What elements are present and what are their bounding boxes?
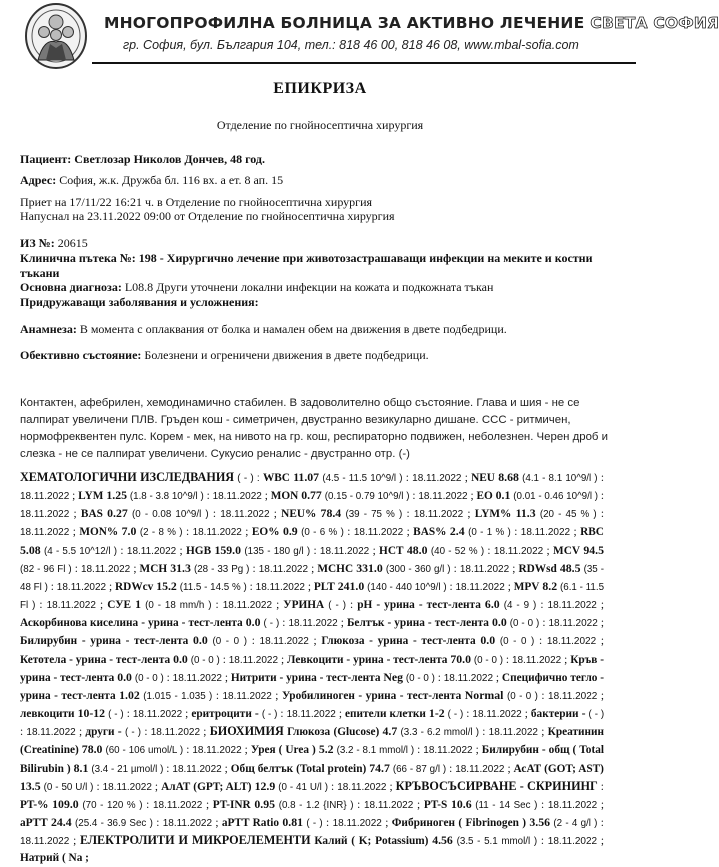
lab-item-date: 18.11.2022 [353, 527, 404, 539]
hospital-name [104, 14, 719, 32]
lab-item-name: Аскорбинова киселина - урина - тест-лента [20, 617, 243, 630]
lab-item-range: ( - ) [261, 709, 278, 721]
lab-item-value: 1.25 [106, 488, 127, 503]
lab-item-range: (20 - 45 % ) [539, 509, 597, 521]
lab-item-range: (4 - 5.5 10^12/l ) [44, 545, 118, 557]
lab-item-name: NEU% [281, 508, 317, 521]
anamnesis-value: В момента с оплаквания от болка и намален обем на движения в двете подбедрици. [79, 322, 507, 336]
lab-heading: ХЕМАТОЛОГИЧНИ ИЗСЛЕДВАНИЯ [20, 470, 235, 484]
lab-item-name: EO [476, 490, 493, 503]
diagnosis-label: Основна диагноза: [20, 280, 122, 294]
lab-item-name: левкоцити [20, 708, 75, 721]
lab-item-date: 18.11.2022 [20, 491, 70, 503]
lab-item-name: MON [270, 490, 299, 503]
lab-item-value: 0.0 [173, 651, 188, 666]
lab-item-range: (3.2 - 8.1 mmol/l ) [336, 745, 415, 757]
lab-item-date: 18.11.2022 [258, 563, 309, 575]
document-title: ЕПИКРИЗА [273, 80, 367, 97]
patient-label: Пациент: [20, 152, 72, 166]
comorbidities-label: Придружаващи заболявания и усложнения: [20, 295, 259, 309]
lab-item-range: (3.3 - 6.2 mmol/l ) [400, 727, 480, 739]
header-divider [92, 62, 636, 64]
admitted-line: Приет на 17/11/22 16:21 ч. в Отделение по гнойносептична хирургия [20, 195, 373, 209]
lab-item-range: (0 - 0 ) [509, 618, 540, 630]
lab-item-date: 18.11.2022 [455, 581, 505, 593]
lab-item-name: Калий ( K; Potassium) [314, 835, 429, 848]
lab-item-date: 18.11.2022 [332, 817, 382, 829]
lab-item-date: 18.11.2022 [547, 836, 598, 848]
hospital-name-outline: СВЕТА СОФИЯ [590, 14, 719, 32]
lab-item-value: 13.5 [20, 778, 41, 793]
lab-item-name: HCT [379, 544, 404, 557]
lab-item-value: 0.77 [301, 488, 322, 503]
lab-item-range: (2 - 4 g/l ) [553, 817, 598, 829]
lab-item-range: (0 - 0 ) [506, 690, 538, 702]
address-value: София, ж.к. Дружба бл. 116 вх. а ет. 8 ап. 15 [59, 173, 284, 187]
lab-item-name: NEU [471, 472, 495, 484]
lab-item-name: RBC [580, 526, 604, 539]
lab-item-date: 18.11.2022 [20, 509, 70, 521]
diagnosis-value: L08.8 Други уточнени локални инфекции на кожата и подкожната тъкан [124, 280, 494, 294]
lab-item-name: pH - урина - тест-лента [357, 599, 481, 612]
lab-item-date: 18.11.2022 [222, 690, 272, 702]
lab-item-range: ( - ) [263, 618, 280, 630]
lab-item-range: ( - ) [588, 709, 605, 721]
lab-item-date: 18.11.2022 [546, 636, 597, 648]
lab-item-value: Normal [464, 687, 504, 702]
lab-item-value: 8.68 [498, 470, 519, 484]
lab-item-value: - [581, 706, 586, 721]
lab-item-range: (6.1 - 11.5 Fl ) [20, 581, 605, 612]
lab-item-name: СУЕ [107, 599, 132, 612]
lab-item-range: ( - ) [328, 600, 346, 612]
lab-item-value: 0.0 [245, 615, 261, 630]
history-value: 20615 [57, 236, 88, 250]
lab-item-value: 0.0 [480, 633, 496, 648]
lab-item-name: EO% [251, 526, 280, 539]
lab-item-range: (300 - 360 g/l ) [385, 563, 451, 575]
lab-item-range: (4.5 - 11.5 10^9/l ) [322, 473, 403, 484]
lab-item-name: епители клетки [345, 708, 426, 721]
lab-item-value: 0.0 [491, 615, 507, 630]
address-label: Адрес: [20, 173, 57, 187]
lab-section-heading: БИОХИМИЯ [209, 724, 284, 739]
lab-item-value: 4.7 [382, 724, 398, 739]
lab-item-date: 18.11.2022 [337, 781, 387, 793]
lab-item-date: 18.11.2022 [212, 491, 262, 503]
hospital-address: гр. София, бул. България 104, тел.: 818 46 00, 818 46 08, www.mbal-sofia.com [123, 38, 579, 52]
hospital-name-main: МНОГОПРОФИЛНА БОЛНИЦА ЗА АКТИВНО ЛЕЧЕНИЕ [104, 14, 585, 32]
lab-item-name: Креатинин (Creatinine) [20, 726, 605, 757]
lab-item-name: MCH [139, 562, 168, 575]
lab-item-range: (0 - 0 ) [134, 672, 164, 684]
lab-item-date: 18.11.2022 [172, 763, 222, 775]
lab-item-range: (0 - 0 ) [212, 636, 247, 648]
lab-item-value: 5.2 [318, 742, 334, 757]
lab-item-value: 0.81 [282, 814, 304, 829]
lab-item-date: 18.11.2022 [26, 727, 76, 739]
lab-item-date: 18.11.2022 [162, 817, 213, 829]
lab-item-value: 15.2 [156, 578, 177, 593]
lab-item-date: 18.11.2022 [472, 709, 522, 721]
lab-item-name: Белтък - урина - тест-лента [346, 617, 489, 630]
lab-item-date: 18.11.2022 [511, 654, 562, 666]
lab-item-value: 7.0 [121, 524, 137, 539]
lab-item-value: 74.7 [369, 760, 390, 775]
lab-item-value: 331.0 [356, 560, 383, 575]
lab-item-range: (0 - 41 U/l ) [278, 781, 329, 793]
lab-item-value: 48.5 [559, 560, 581, 575]
lab-item-range: (39 - 75 % ) [345, 509, 403, 521]
lab-item-name: PLT [313, 580, 335, 593]
lab-item-range: (3.5 - 5.1 mmol/l ) [456, 836, 538, 848]
lab-item-value: 70.0 [450, 651, 472, 666]
lab-item-range: (60 - 106 umol/L ) [105, 745, 184, 757]
lab-item-range: (140 - 440 10^9/l ) [367, 581, 447, 593]
lab-item-name: Общ белтък (Total protein) [230, 762, 367, 775]
lab-item-name: LYM% [474, 508, 512, 521]
lab-item-range: (25.4 - 36.9 Sec ) [75, 817, 153, 829]
lab-item-value: 8.2 [542, 578, 558, 593]
lab-item-range: (0.01 - 0.46 10^9/l ) [513, 491, 599, 503]
lab-item-date: 18.11.2022 [548, 618, 598, 630]
lab-item-value: 0.27 [107, 506, 128, 521]
lab-item-value: 2.4 [449, 524, 465, 539]
lab-item-name: BAS [80, 508, 103, 521]
lab-item-range: (2 - 8 % ) [139, 527, 183, 539]
history-label: ИЗ №: [20, 236, 55, 250]
lab-item-value: 78.4 [320, 506, 342, 521]
lab-item-date: 18.11.2022 [459, 563, 510, 575]
lab-item-name: Фибриноген ( Fibrinogen ) [391, 816, 527, 829]
discharged-line: Напуснал на 23.11.2022 09:00 от Отделение по гнойносептична хирургия [20, 209, 395, 223]
lab-item-value: 31.3 [170, 560, 191, 575]
lab-item-date: 18.11.2022 [222, 600, 273, 612]
lab-item-value: 11.3 [515, 506, 536, 521]
lab-item-date: 18.11.2022 [172, 672, 222, 684]
lab-item-name: WBC [262, 472, 290, 484]
lab-item-date: 18.11.2022 [363, 799, 414, 811]
pathway-line-2: тъкани [20, 266, 60, 280]
lab-item-range: (1.015 - 1.035 ) [143, 690, 213, 702]
lab-heading-suffix: ( - ) : [234, 473, 260, 484]
lab-item-name: Урея ( Urea ) [250, 744, 316, 757]
pathway-line [20, 251, 593, 266]
lab-item-range: ( - ) [124, 727, 142, 739]
lab-item-value: 10.6 [450, 796, 472, 811]
lab-item-date: 18.11.2022 [152, 799, 203, 811]
lab-item-value: 11.07 [293, 470, 320, 484]
lab-item-name: Натрий ( Na ; [20, 852, 89, 865]
lab-item-name: Уробилиноген - урина - тест-лента [281, 689, 462, 702]
lab-item-value: 241.0 [337, 578, 365, 593]
lab-item-value: 0.0 [193, 633, 208, 648]
lab-item-name: MCV [553, 544, 581, 557]
lab-item-value: 109.0 [52, 796, 79, 811]
lab-item-range: (0 - 0.08 10^9/l ) [132, 509, 209, 521]
lab-item-value: 78.0 [81, 742, 103, 757]
lab-item-range: (35 - 48 Fl ) [20, 563, 604, 593]
lab-item-value: 0.9 [282, 524, 298, 539]
lab-item-name: Глюкоза (Glucose) [287, 726, 380, 739]
lab-item-name: Глюкоза - урина - тест-лента [321, 635, 476, 648]
lab-item-name: RDWcv [115, 580, 154, 593]
lab-item-name: Левкоцити - урина - тест-лента [286, 653, 448, 666]
department: Отделение по гнойносептична хирургия [216, 118, 424, 132]
address-line [20, 173, 283, 188]
lab-item-name: бактерии [530, 708, 579, 721]
lab-item-name: Кръв - урина - тест-лента [20, 653, 605, 684]
lab-item-value: 6.0 [484, 597, 500, 612]
lab-item-date: 18.11.2022 [493, 545, 544, 557]
lab-item-date: 18.11.2022 [220, 509, 270, 521]
lab-item-date: 18.11.2022 [192, 527, 242, 539]
lab-item-date: 18.11.2022 [56, 581, 107, 593]
lab-item-value: 0.95 [254, 796, 276, 811]
lab-item-value: 10-12 [77, 706, 106, 721]
objective-label: Обективно състояние: [20, 348, 142, 362]
lab-item-range: (0 - 18 mm/h ) [145, 600, 212, 612]
lab-item-range: (40 - 52 % ) [430, 545, 485, 557]
lab-item-range: (0 - 0 ) [190, 654, 220, 666]
lab-item-date: 18.11.2022 [259, 636, 309, 648]
pathway-value: 198 - Хирургично лечение при животозастрашаващи инфекции на меките и костни [138, 251, 593, 265]
lab-item-range: ( - ) [447, 709, 464, 721]
patient-value: Светлозар Николов Дончев, 48 год. [74, 152, 265, 166]
lab-item-range: (11.5 - 14.5 % ) [179, 581, 247, 593]
lab-item-range: (3.4 - 21 µmol/l ) [91, 763, 164, 775]
lab-item-date: 18.11.2022 [286, 709, 336, 721]
lab-item-range: (0 - 1 % ) [468, 527, 511, 539]
lab-item-date: 18.11.2022 [413, 509, 464, 521]
lab-item-date: 18.11.2022 [20, 836, 70, 848]
lab-item-range: (70 - 120 % ) [82, 799, 143, 811]
lab-item-name: PT-INR [212, 798, 251, 811]
lab-item-date: 18.11.2022 [126, 545, 177, 557]
lab-item-range: (11 - 14 Sec ) [475, 799, 538, 811]
lab-item-name: Специфично тегло - урина - тест-лента [20, 671, 605, 702]
lab-item-name: други [85, 726, 115, 739]
lab-item-value: 24.4 [50, 814, 72, 829]
lab-item-date: 18.11.2022 [412, 473, 462, 484]
lab-item-range: (0.8 - 1.2 {INR} ) [278, 799, 354, 811]
diagnosis-line [20, 280, 493, 295]
lab-item-date: 18.11.2022 [80, 563, 131, 575]
lab-item-value: 4.56 [432, 833, 453, 848]
lab-item-date: 18.11.2022 [547, 799, 598, 811]
lab-item-name: BAS% [413, 526, 447, 539]
lab-item-value: 1 [135, 597, 141, 612]
lab-item-range: (28 - 33 Pg ) [193, 563, 250, 575]
lab-item-name: HGB [186, 544, 212, 557]
lab-item-date: 18.11.2022 [46, 600, 96, 612]
lab-item-date: 18.11.2022 [150, 727, 201, 739]
lab-item-range: (0 - 6 % ) [301, 527, 344, 539]
lab-item-date: 18.11.2022 [547, 600, 597, 612]
lab-item-date: 18.11.2022 [319, 545, 370, 557]
lab-item-date: 18.11.2022 [255, 581, 305, 593]
lab-item-name: MPV [513, 580, 540, 593]
anamnesis-label: Анамнеза: [20, 322, 77, 336]
objective-value: Болезнени и огреничени движения в двете подбедрици. [144, 348, 429, 362]
lab-item-date: 18.11.2022 [520, 527, 571, 539]
lab-results: ХЕМАТОЛОГИЧНИ ИЗСЛЕДВАНИЯ ( - ) : WBC 11.07 (4.5 - 11.5 10^9/l ) : 18.11.2022 ; NEU 8.68 (4.1 - 8.1 10^9/l ) : 18.11.2022 ; LYM 1.25 (1.8 - 3.8 10^9/l ) : 18.11.2022 ; MON 0.77 (0.15 - 0.79 10^9/l ) : 18.11.2022 ; EO 0.1 (0.01 - 0.46 10^9/l ) : 18.11.2022 ; BAS 0.27 (0 - 0.08 10^9/l ) : 18.11.2022 ; NEU% 78.4 (39 - 75 % ) : 18.11.2022 ; LYM% 11.3 (20 - 45 % ) : 18.11.2022 ; MON% 7.0 (2 - 8 % ) : 18.11.2022 ; EO% 0.9 (0 - 6 % ) : 18.11.2022 ; BAS% 2.4 (0 - 1 % ) : 18.11.2022 ; RBC 5.08 (4 - 5.5 10^12/l ) : 18.11.2022 ; HGB 159.0 (135 - 180 g/l ) : 18.11.2022 ; HCT 48.0 (40 - 52 % ) : 18.11.2022 ; MCV 94.5 (82 - 96 Fl ) : 18.11.2022 ; MCH 31.3 (28 - 33 Pg ) : 18.11.2022 ; MCHC 331.0 (300 - 360 g/l ) : 18.11.2022 ; RDWsd 48.5 (35 - 48 Fl ) : 18.11.2022 ; RDWcv 15.2 (11.5 - 14.5 % ) : 18.11.2022 ; PLT 241.0 (140 - 440 10^9/l ) : 18.11.2022 ; MPV 8.2 (6.1 - 11.5 Fl ) : 18.11.2022 ; СУЕ 1 (0 - 18 mm/h ) : 18.11.2022 ; УРИНА ( - ) : pH - урина - тест-лента 6.0 (4 - 9 ) : 18.11.2022 ; Аскорбинова киселина - урина - тест-лента 0.0 ( - ) : 18.11.2022 ; Белтък - урина - тест-лента 0.0 (0 - 0 ) : 18.11.2022 ; Билирубин - урина - тест-лента 0.0 (0 - 0 ) : 18.11.2022 ; Глюкоза - урина - тест-лента 0.0 (0 - 0 ) : 18.11.2022 ; Кетотела - урина - тест-лента 0.0 (0 - 0 ) : 18.11.2022 ; Левкоцити - урина - тест-лента 70.0 (0 - 0 ) : 18.11.2022 ; Кръв - урина - тест-лента 0.0 (0 - 0 ) : 18.11.2022 ; Нитрити - урина - тест-лента Neg (0 - 0 ) : 18.11.2022 ; Специфично тегло - урина - тест-лента 1.02 (1.015 - 1.035 ) : 18.11.2022 ; Уробилиноген - урина - тест-лента Normal (0 - 0 ) : 18.11.2022 ; левкоцити 10-12 ( - ) : 18.11.2022 ; еритроцити - ( - ) : 18.11.2022 ; епители клетки 1-2 ( - ) : 18.11.2022 ; бактерии - ( - ) : 18.11.2022 ; други - ( - ) : 18.11.2022 ; БИОХИМИЯ Глюкоза (Glucose) 4.7 (3.3 - 6.2 mmol/l ) : 18.11.2022 ; Креатинин (Creatinine) 78.0 (60 - 106 umol/L ) : 18.11.2022 ; Урея ( Urea ) 5.2 (3.2 - 8.1 mmol/l ) : 18.11.2022 ; Билирубин - общ ( Total Bilirubin ) 8.1 (3.4 - 21 µmol/l ) : 18.11.2022 ; Общ белтък (Total protein) 74.7 (66 - 87 g/l ) : 18.11.2022 ; АсАТ (GOT; AST) 13.5 (0 - 50 U/l ) : 18.11.2022 ; АлАТ (GPT; ALT) 12.9 (0 - 41 U/l ) : 18.11.2022 ; КРЪВОСЪСИРВАНЕ - СКРИНИНГ : PT-% 109.0 (70 - 120 % ) : 18.11.2022 ; PT-INR 0.95 (0.8 - 1.2 {INR} ) : 18.11.2022 ; PT-S 10.6 (11 - 14 Sec ) : 18.11.2022 ; aPTT 24.4 (25.4 - 36.9 Sec ) : 18.11.2022 ; aPTT Ratio 0.81 ( - ) : 18.11.2022 ; Фибриноген ( Fibrinogen ) 3.56 (2 - 4 g/l ) : 18.11.2022 ; ЕЛЕКТРОЛИТИ И МИКРОЕЛЕМЕНТИ Калий ( K; Potassium) 4.56 (3.5 - 5.1 mmol/l ) : 18.11.2022 ; Натрий ( Na ; [20, 470, 605, 865]
patient-line [20, 152, 265, 167]
lab-item-date: 18.11.2022 [443, 672, 494, 684]
lab-item-date: 18.11.2022 [132, 709, 183, 721]
lab-item-range: (1.8 - 3.8 10^9/l ) [129, 491, 204, 503]
lab-item-name: aPTT [20, 816, 48, 829]
lab-item-value: 12.9 [254, 778, 276, 793]
lab-item-name: aPTT Ratio [221, 816, 280, 829]
lab-item-date: 18.11.2022 [423, 745, 473, 757]
lab-item-value: 0.1 [495, 488, 511, 503]
history-line [20, 236, 88, 251]
lab-item-value: - [254, 706, 259, 721]
lab-item-range: (0.15 - 0.79 10^9/l ) [324, 491, 410, 503]
lab-item-name: PT-% [20, 798, 49, 811]
lab-item-value: 1-2 [428, 706, 445, 721]
lab-item-name: PT-S [423, 798, 448, 811]
lab-item-range: (0 - 0 ) [473, 654, 503, 666]
lab-item-range: (0 - 0 ) [405, 672, 435, 684]
lab-item-name: еритроцити [191, 708, 252, 721]
lab-item-name: УРИНА [283, 599, 325, 612]
lab-item-range: (66 - 87 g/l ) [392, 763, 447, 775]
lab-item-range: ( - ) [108, 709, 124, 721]
lab-item-value: - [117, 724, 122, 739]
lab-item-name: АлАТ (GPT; ALT) [161, 780, 252, 793]
lab-item-date: 18.11.2022 [20, 527, 70, 539]
pathway-label: Клинична пътека №: [20, 251, 136, 265]
lab-item-value: 1.02 [119, 687, 140, 702]
lab-item-name: Билирубин - общ ( Total Bilirubin ) [20, 744, 604, 775]
lab-item-name: RDWsd [518, 562, 557, 575]
lab-section-heading: КРЪВОСЪСИРВАНЕ - СКРИНИНГ [395, 778, 598, 793]
lab-section-heading: ЕЛЕКТРОЛИТИ И МИКРОЕЛЕМЕНТИ [79, 833, 311, 848]
lab-item-name: Билирубин - урина - тест-лента [20, 635, 189, 648]
lab-item-date: 18.11.2022 [288, 618, 338, 630]
lab-item-range: ( - ) [306, 817, 323, 829]
lab-item-name: MCHC [317, 562, 354, 575]
lab-item-value: 94.5 [583, 542, 605, 557]
lab-item-name: Нитрити - урина - тест-лента [230, 671, 381, 684]
lab-item-value: Neg [383, 669, 403, 684]
status-paragraph: Контактен, афебрилен, хемодинамично стабилен. В задоволително общо състояние. Глава и шия - не се палпират увеличени ПЛВ. Гръден кош - симетричен, двустранно везикуларно дишане. ССС - ритмичен, нормофреквентен пулс. Корем - мек, на нивото на гр. кош, респираторно подвижен, неболезнен. Черен дроб и слезка - не се палпират увеличени. Сукусио реналис - двустранно отр. (-) [20, 397, 608, 460]
lab-item-date: 18.11.2022 [488, 727, 538, 739]
lab-item-date: 18.11.2022 [102, 781, 152, 793]
lab-item-date: 18.11.2022 [192, 745, 242, 757]
lab-item-range: (135 - 180 g/l ) [244, 545, 311, 557]
lab-item-value: 0.0 [117, 669, 132, 684]
lab-item-value: 8.1 [73, 760, 89, 775]
lab-item-date: 18.11.2022 [455, 763, 505, 775]
lab-item-value: 159.0 [214, 542, 242, 557]
lab-item-range: (4 - 9 ) [503, 600, 537, 612]
objective-line [20, 348, 429, 363]
lab-item-range: (82 - 96 Fl ) [20, 563, 72, 575]
lab-item-name: АсАТ (GOT; AST) [513, 762, 604, 775]
lab-item-range: (0 - 0 ) [499, 636, 535, 648]
lab-item-name: MON% [79, 526, 119, 539]
lab-item-date: 18.11.2022 [548, 690, 598, 702]
lab-item-range: (0 - 50 U/l ) [43, 781, 94, 793]
lab-item-value: 3.56 [529, 814, 551, 829]
lab-item-name: LYM [78, 490, 104, 503]
lab-item-range: (4.1 - 8.1 10^9/l ) [522, 473, 598, 484]
anamnesis-line [20, 322, 507, 337]
hospital-logo [24, 2, 88, 70]
lab-item-name: Кетотела - урина - тест-лента [20, 653, 171, 666]
lab-item-date: 18.11.2022 [418, 491, 468, 503]
lab-item-value: 5.08 [20, 542, 41, 557]
lab-item-value: 48.0 [406, 542, 428, 557]
lab-item-date: 18.11.2022 [228, 654, 279, 666]
